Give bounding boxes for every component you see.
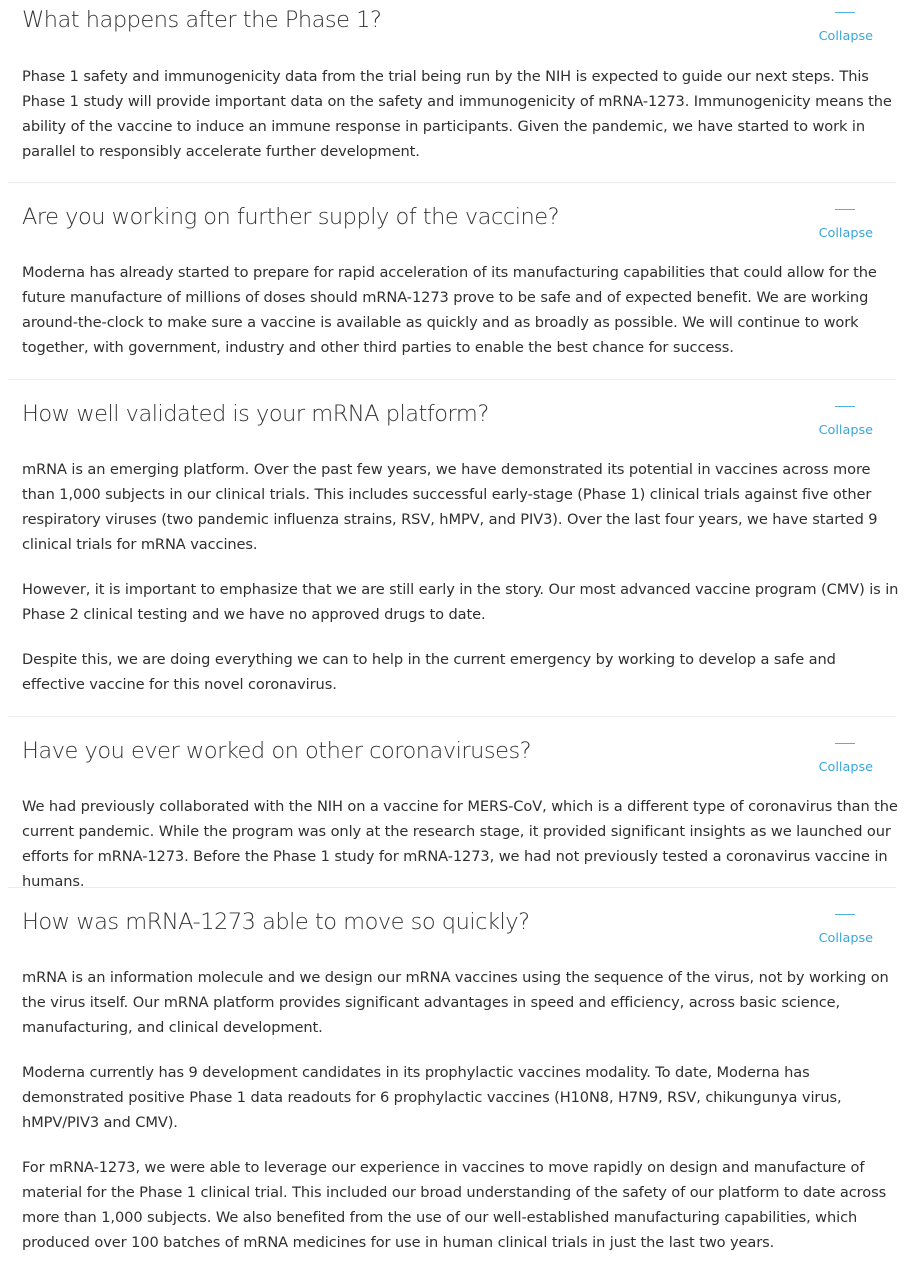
answer-paragraph: Despite this, we are doing everything we can to help in the current emergency by working to develop a safe and effective vaccine for this novel coronavirus. — [22, 651, 836, 693]
collapse-icon — [835, 406, 855, 407]
answer-paragraph: For mRNA-1273, we were able to leverage our experience in vaccines to move rapidly on design and manufacture of material for the Phase 1 clinical trial. This included our broad understanding of the safety of our platform to date across more than 1,000 subjects. We also benefited from the use of our well-established manufacturing capabilities, which produced over 100 batches of mRNA medicines for use in human clinical trials in just the last two years. — [22, 1159, 887, 1251]
collapse-icon — [835, 743, 855, 744]
collapse-icon — [835, 209, 855, 210]
faq-item — [8, 0, 896, 183]
faq-item — [8, 183, 896, 380]
collapse-icon — [835, 12, 855, 13]
collapse-label: Collapse — [818, 29, 873, 44]
collapse-toggle[interactable] — [817, 914, 873, 944]
answer-paragraph: However, it is important to emphasize that we are still early in the story. Our most advanced vaccine program (CMV) is in Phase 2 clinical testing and we have no approved drugs to date. — [22, 581, 899, 623]
collapse-label: Collapse — [818, 226, 873, 241]
faq-item — [8, 717, 896, 888]
answer-paragraph: Phase 1 safety and immunogenicity data from the trial being run by the NIH is expected to guide our next steps. This Phase 1 study will provide important data on the safety and immunogenicity of mRNA-1273. Immunogenicity means the ability of the vaccine to induce an immune response in participants. Given the pandemic, we have started to work in parallel to responsibly accelerate further development. — [22, 68, 892, 160]
faq-answer — [22, 260, 902, 380]
faq-question: What happens after the Phase 1? — [22, 7, 382, 33]
answer-paragraph: mRNA is an emerging platform. Over the past few years, we have demonstrated its potential in vaccines across more than 1,000 subjects in our clinical trials. This includes successful early-stage (Phase 1) clinical trials against five other respiratory viruses (two pandemic influenza strains, RSV, hMPV, and PIV3). Over the last four years, we have started 9 clinical trials for mRNA vaccines. — [22, 461, 878, 553]
answer-paragraph: mRNA is an information molecule and we design our mRNA vaccines using the sequence of the virus, not by working on the virus itself. Our mRNA platform provides significant advantages in speed and efficiency, across basic science, manufacturing, and clinical development. — [22, 969, 889, 1036]
faq-answer — [22, 64, 902, 184]
faq-answer — [22, 965, 902, 1275]
answer-paragraph: Moderna has already started to prepare for rapid acceleration of its manufacturing capabilities that could allow for the future manufacture of millions of doses should mRNA-1273 prove to be safe and of expected benefit. We are working around-the-clock to make sure a vaccine is available as quickly and as broadly as possible. We will continue to work together, with government, industry and other third parties to enable the best chance for success. — [22, 264, 877, 356]
faq-question: Have you ever worked on other coronaviruses? — [22, 738, 532, 764]
faq-question: Are you working on further supply of the vaccine? — [22, 204, 560, 230]
collapse-label: Collapse — [818, 931, 873, 946]
collapse-label: Collapse — [818, 423, 873, 438]
collapse-toggle[interactable] — [817, 406, 873, 436]
faq-item — [8, 888, 896, 1251]
faq-question: How was mRNA-1273 able to move so quickly? — [22, 909, 530, 935]
answer-paragraph: We had previously collaborated with the NIH on a vaccine for MERS-CoV, which is a different type of coronavirus than the current pandemic. While the program was only at the research stage, it provided significant insights as we launched our efforts for mRNA-1273. Before the Phase 1 study for mRNA-1273, we had not previously tested a coronavirus vaccine in humans. — [22, 798, 898, 890]
collapse-toggle[interactable] — [817, 12, 873, 42]
collapse-icon — [835, 914, 855, 915]
collapse-toggle[interactable] — [817, 209, 873, 239]
collapse-toggle[interactable] — [817, 743, 873, 773]
faq-item — [8, 380, 899, 717]
faq-question: How well validated is your mRNA platform? — [22, 401, 489, 427]
collapse-label: Collapse — [818, 760, 873, 775]
faq-answer — [22, 457, 902, 717]
answer-paragraph: Moderna currently has 9 development candidates in its prophylactic vaccines modality. To date, Moderna has demonstrated positive Phase 1 data readouts for 6 prophylactic vaccines (H10N8, H7N9, RSV, chikungunya virus, hMPV/PIV3 and CMV). — [22, 1064, 842, 1131]
